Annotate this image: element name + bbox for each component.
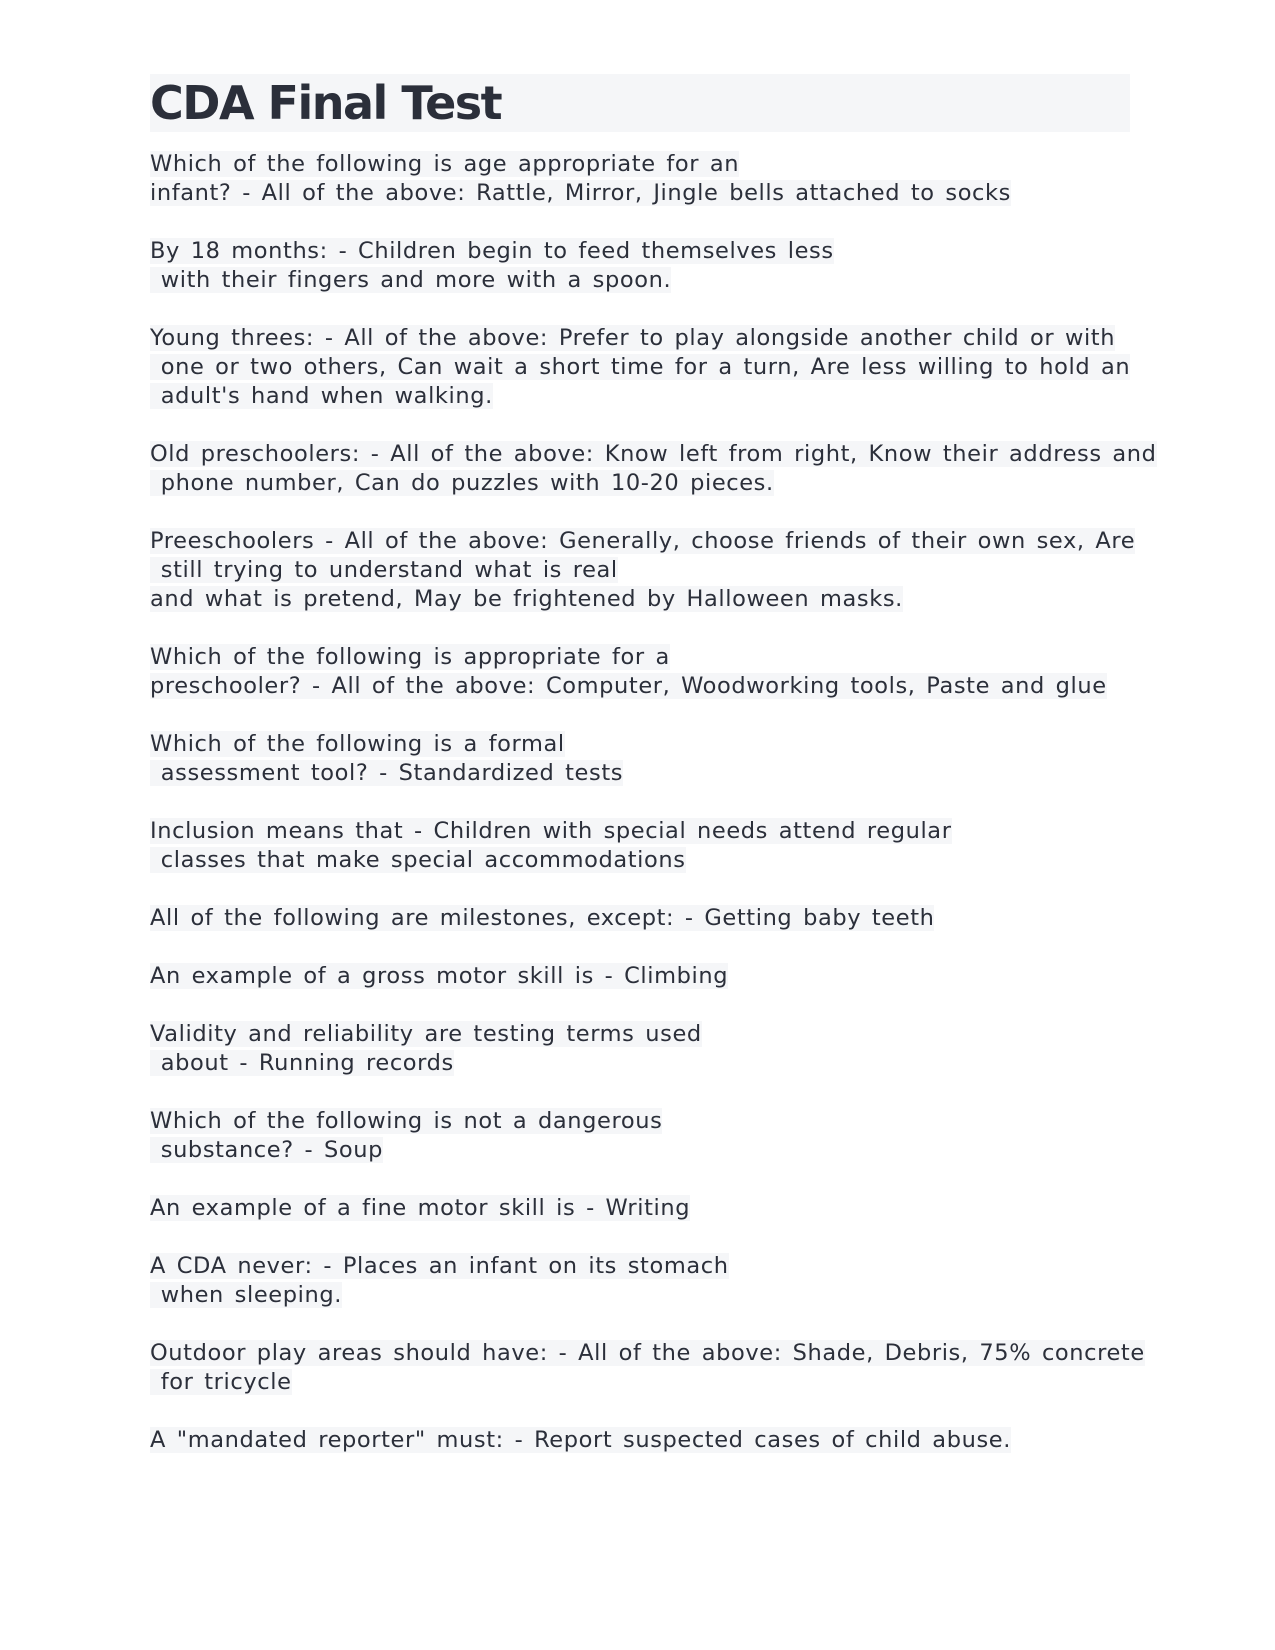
text-line-content: and what is pretend, May be frightened by Halloween masks.	[150, 586, 903, 612]
question-answer-item	[150, 730, 1130, 788]
text-line-content: An example of a fine motor skill is - Writing	[150, 1195, 691, 1221]
text-line-content: infant? - All of the above: Rattle, Mirror, Jingle bells attached to socks	[150, 180, 1011, 206]
question-answer-item	[150, 1426, 1130, 1455]
text-line-content: A CDA never: - Places an infant on its stomach	[150, 1253, 729, 1279]
page-title: CDA Final Test	[150, 76, 502, 130]
question-answer-item	[150, 904, 1130, 933]
text-line-content: with their fingers and more with a spoon.	[150, 267, 672, 293]
text-line	[150, 556, 1130, 585]
text-line	[150, 672, 1130, 701]
text-line-content: phone number, Can do puzzles with 10-20 pieces.	[150, 470, 774, 496]
text-line-content: Validity and reliability are testing terms used	[150, 1021, 702, 1047]
text-line	[150, 643, 1130, 672]
text-line	[150, 1368, 1130, 1397]
text-line	[150, 1107, 1130, 1136]
text-line-content: classes that make special accommodations	[150, 847, 686, 873]
text-line	[150, 1136, 1130, 1165]
text-line-content: Which of the following is age appropriate for an	[150, 151, 740, 177]
text-line-content: All of the following are milestones, except: - Getting baby teeth	[150, 905, 935, 931]
question-answer-item	[150, 527, 1136, 614]
text-line	[150, 179, 1130, 208]
text-line-content: adult's hand when walking.	[150, 383, 493, 409]
text-line	[150, 962, 1130, 991]
text-line	[150, 1194, 1130, 1223]
question-answer-item	[150, 1194, 1130, 1223]
text-line	[150, 817, 1130, 846]
question-answer-item	[150, 1107, 1130, 1165]
question-answer-item	[150, 440, 1157, 498]
text-line-content: Which of the following is a formal	[150, 731, 565, 757]
text-line-content: assessment tool? - Standardized tests	[150, 760, 624, 786]
question-answer-item	[150, 150, 1130, 208]
text-line	[150, 353, 1130, 382]
text-line	[150, 527, 1136, 556]
text-line-content: Young threes: - All of the above: Prefer to play alongside another child or with	[150, 325, 1116, 351]
text-line	[150, 469, 1130, 498]
text-line	[150, 1339, 1145, 1368]
title-bar	[150, 74, 1130, 132]
text-line-content: Old preschoolers: - All of the above: Know left from right, Know their address and	[150, 441, 1157, 467]
question-answer-item	[150, 962, 1130, 991]
question-answer-item	[150, 237, 1130, 295]
text-line	[150, 846, 1130, 875]
text-line	[150, 1426, 1130, 1455]
text-line-content: Outdoor play areas should have: - All of the above: Shade, Debris, 75% concrete	[150, 1340, 1145, 1366]
text-line-content: Which of the following is appropriate for a	[150, 644, 670, 670]
text-line-content: An example of a gross motor skill is - Climbing	[150, 963, 729, 989]
question-answer-item	[150, 1020, 1130, 1078]
text-line	[150, 1049, 1130, 1078]
text-line	[150, 266, 1130, 295]
text-line-content: Inclusion means that - Children with special needs attend regular	[150, 818, 952, 844]
text-line-content: Preeschoolers - All of the above: Generally, choose friends of their own sex, Are	[150, 528, 1136, 554]
text-line-content: substance? - Soup	[150, 1137, 383, 1163]
text-line-content: about - Running records	[150, 1050, 454, 1076]
text-line-content: for tricycle	[150, 1369, 292, 1395]
text-line	[150, 1020, 1130, 1049]
text-line	[150, 1252, 1130, 1281]
text-line	[150, 324, 1130, 353]
question-answer-list	[150, 150, 1157, 1455]
question-answer-item	[150, 643, 1130, 701]
text-line	[150, 730, 1130, 759]
text-line-content: A "mandated reporter" must: - Report suspected cases of child abuse.	[150, 1427, 1011, 1453]
text-line	[150, 237, 1130, 266]
text-line-content: still trying to understand what is real	[150, 557, 618, 583]
text-line	[150, 1281, 1130, 1310]
text-line	[150, 440, 1157, 469]
text-line	[150, 150, 1130, 179]
text-line-content: Which of the following is not a dangerous	[150, 1108, 663, 1134]
text-line	[150, 585, 1130, 614]
text-line	[150, 904, 1130, 933]
question-answer-item	[150, 1339, 1145, 1397]
text-line-content: preschooler? - All of the above: Computer, Woodworking tools, Paste and glue	[150, 673, 1107, 699]
text-line-content: when sleeping.	[150, 1282, 342, 1308]
question-answer-item	[150, 324, 1130, 411]
text-line-content: By 18 months: - Children begin to feed themselves less	[150, 238, 834, 264]
text-line	[150, 759, 1130, 788]
document-page	[150, 74, 1157, 1484]
text-line-content: one or two others, Can wait a short time for a turn, Are less willing to hold an	[150, 354, 1131, 380]
text-line	[150, 382, 1130, 411]
question-answer-item	[150, 817, 1130, 875]
question-answer-item	[150, 1252, 1130, 1310]
